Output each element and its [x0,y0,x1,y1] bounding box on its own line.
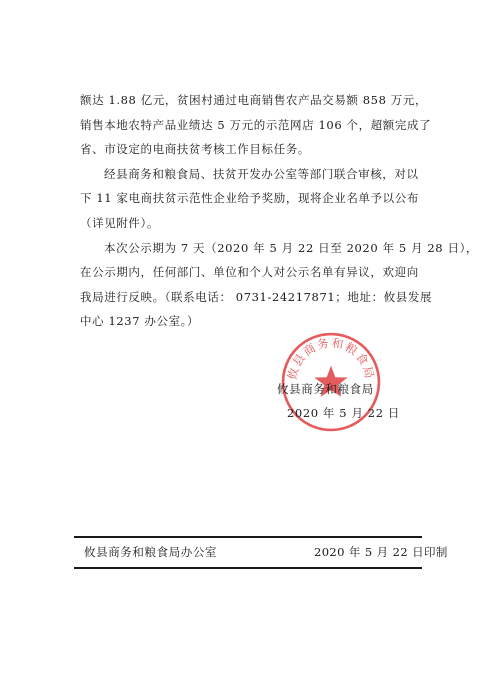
body-line: 省、市设定的电商扶贫考核工作目标任务。 [80,142,310,157]
seal-text: 攸县商务和粮食局 [285,335,377,382]
footer-print-date: 2020 年 5 月 22 日印制 [314,545,448,559]
footer-issuer: 攸县商务和粮食局办公室 [84,545,218,559]
signature-date: 2020 年 5 月 22 日 [287,406,400,420]
signature-block [277,377,400,425]
body-line: （详见附件）。 [80,215,159,230]
footer-bottom-rule [74,567,422,569]
body-line: 额达 1.88 亿元，贫困村通过电商销售农产品交易额 858 万元， [80,93,428,107]
body-line: 本次公示期为 7 天（2020 年 5 月 22 日至 2020 年 5 月 28 日）， [104,240,479,255]
body-line: 在公示期内，任何部门、单位和个人对公示名单有异议，欢迎向 [80,265,419,280]
notice-body [80,88,479,334]
body-line: 经县商务和粮食局、扶贫开发办公室等部门联合审核，对以 [104,166,419,181]
body-line: 销售本地农特产品业绩达 5 万元的示范网店 106 个，超额完成了 [80,117,432,132]
footer-top-rule [74,536,422,538]
body-line: 中心 1237 办公室。） [80,314,200,329]
body-line: 我局进行反映。（联系电话： 0731-24217871；地址：攸县发展 [80,289,433,304]
body-line: 下 11 家电商扶贫示范性企业给予奖励，现将企业名单予以公布 [80,191,419,206]
signature-org: 攸县商务和粮食局 [277,382,374,396]
